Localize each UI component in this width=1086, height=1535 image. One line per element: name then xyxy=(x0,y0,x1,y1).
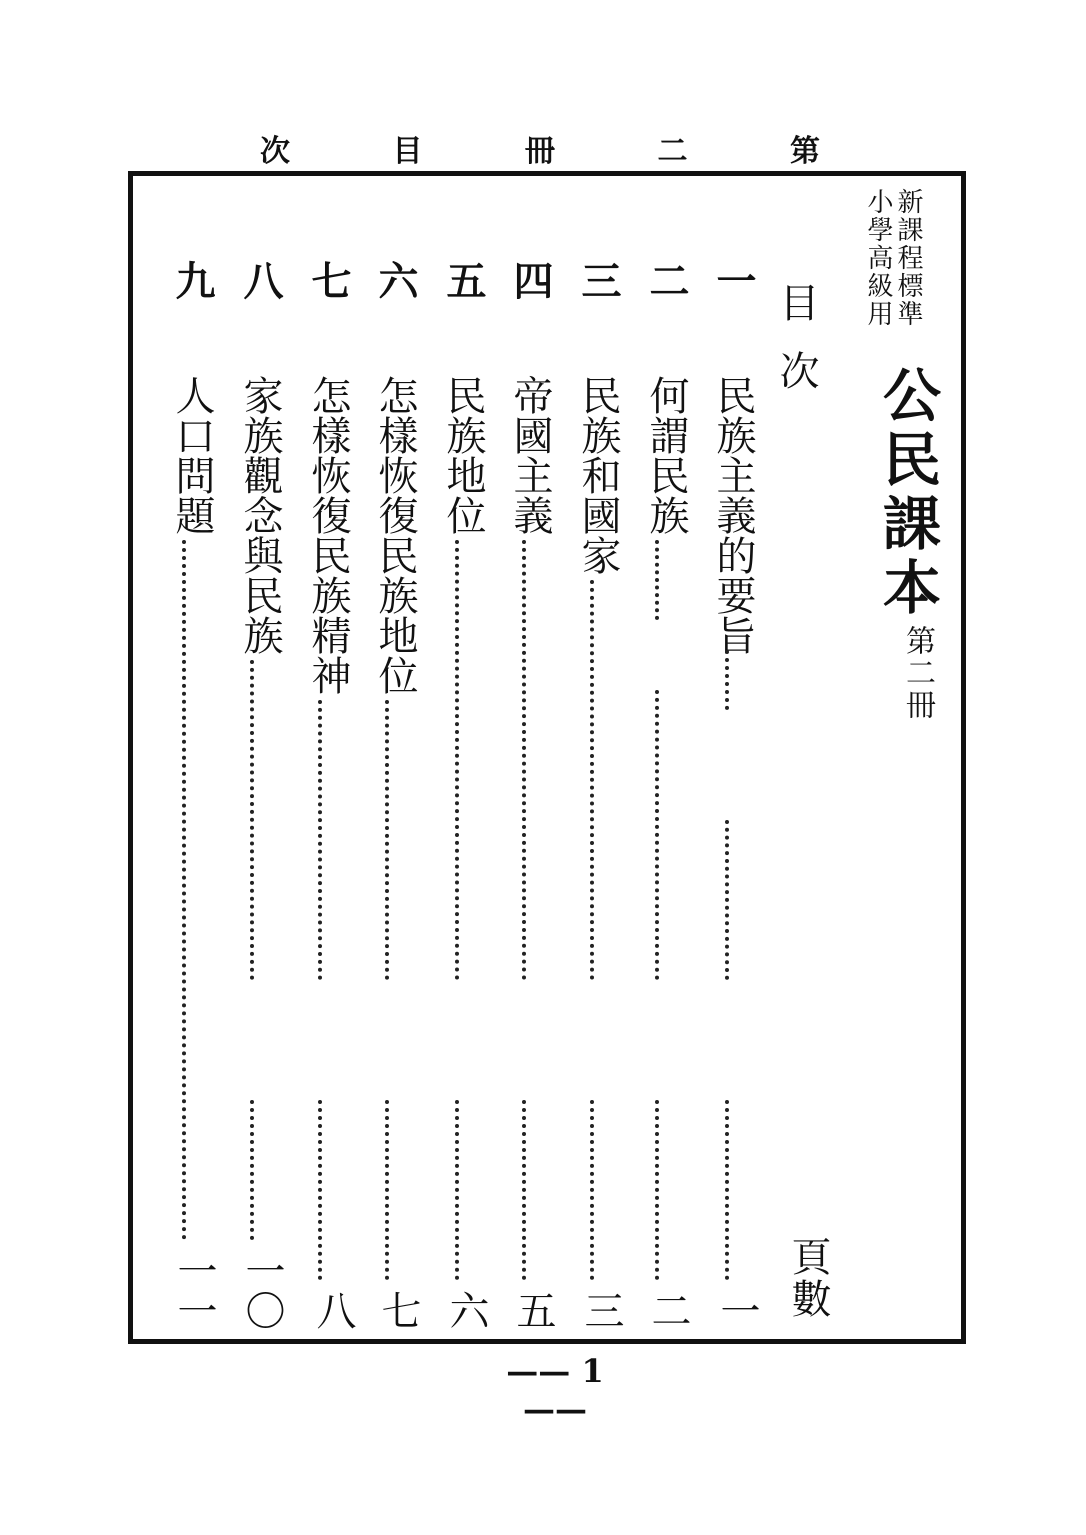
toc-entry-page: 三 xyxy=(578,1290,624,1330)
header-char-4: 目 xyxy=(392,134,423,169)
leader-dots xyxy=(655,690,659,980)
toc-entry-page: 一〇 xyxy=(239,1250,285,1330)
leader-dots xyxy=(522,1100,526,1280)
running-header xyxy=(260,128,820,168)
toc-entry-number: 二 xyxy=(643,260,690,300)
page-number-footer: —— 1 —— xyxy=(506,1352,604,1428)
toc-entry-number: 九 xyxy=(169,260,216,300)
toc-entry-title: 民族和國家 xyxy=(575,375,621,575)
leader-dots xyxy=(318,1100,322,1280)
toc-entry-number: 一 xyxy=(710,260,757,300)
page-column-heading: 頁數 xyxy=(785,1236,831,1320)
toc-entry-number: 八 xyxy=(237,260,284,300)
leader-dots xyxy=(655,540,659,620)
leader-dots xyxy=(725,820,729,980)
toc-entry-page: 八 xyxy=(310,1290,356,1330)
toc-entry-title: 人口問題 xyxy=(169,375,215,535)
toc-entry-title: 民族主義的要旨 xyxy=(710,375,756,655)
leader-dots xyxy=(522,540,526,980)
toc-entry-title: 怎樣恢復民族精神 xyxy=(305,375,351,695)
toc-entry-page: 六 xyxy=(443,1290,489,1330)
volume-label: 第二冊 xyxy=(900,625,935,721)
leader-dots xyxy=(385,700,389,980)
toc-entry-number: 五 xyxy=(440,260,487,300)
toc-entry-page: 一 xyxy=(714,1290,760,1330)
toc-entry-title: 家族觀念與民族 xyxy=(237,375,283,655)
leader-dots xyxy=(182,540,186,1240)
leader-dots xyxy=(385,1100,389,1280)
header-char-3: 冊 xyxy=(525,134,555,169)
toc-entry-page: 七 xyxy=(375,1290,421,1330)
leader-dots xyxy=(590,580,594,980)
toc-heading: 目次 xyxy=(773,282,819,418)
series-line-1: 新課程標準 xyxy=(893,188,923,328)
leader-dots xyxy=(250,1100,254,1240)
header-char-2: 二 xyxy=(657,134,688,169)
toc-entry-page: 二 xyxy=(645,1290,691,1330)
book-title: 公民課本 xyxy=(873,365,941,621)
toc-entry-number: 三 xyxy=(575,260,622,300)
leader-dots xyxy=(590,1100,594,1280)
leader-dots xyxy=(455,1100,459,1280)
toc-entry-page: 五 xyxy=(510,1290,556,1330)
toc-entry-title: 何謂民族 xyxy=(643,375,689,535)
toc-entry-number: 六 xyxy=(372,260,419,300)
leader-dots xyxy=(250,660,254,980)
leader-dots xyxy=(318,700,322,980)
toc-entry-number: 七 xyxy=(305,260,352,300)
header-char-5: 次 xyxy=(260,134,290,169)
leader-dots xyxy=(725,650,729,710)
toc-entry-title: 民族地位 xyxy=(440,375,486,535)
toc-entry-title: 帝國主義 xyxy=(507,375,553,535)
toc-entry-number: 四 xyxy=(507,260,554,300)
leader-dots xyxy=(455,540,459,980)
leader-dots xyxy=(725,1100,729,1280)
toc-entry-title: 怎樣恢復民族地位 xyxy=(372,375,418,695)
header-char-1: 第 xyxy=(790,134,820,169)
toc-entry-page: 一一 xyxy=(171,1250,217,1330)
leader-dots xyxy=(655,1100,659,1280)
series-line-2: 小學高級用 xyxy=(863,188,893,328)
